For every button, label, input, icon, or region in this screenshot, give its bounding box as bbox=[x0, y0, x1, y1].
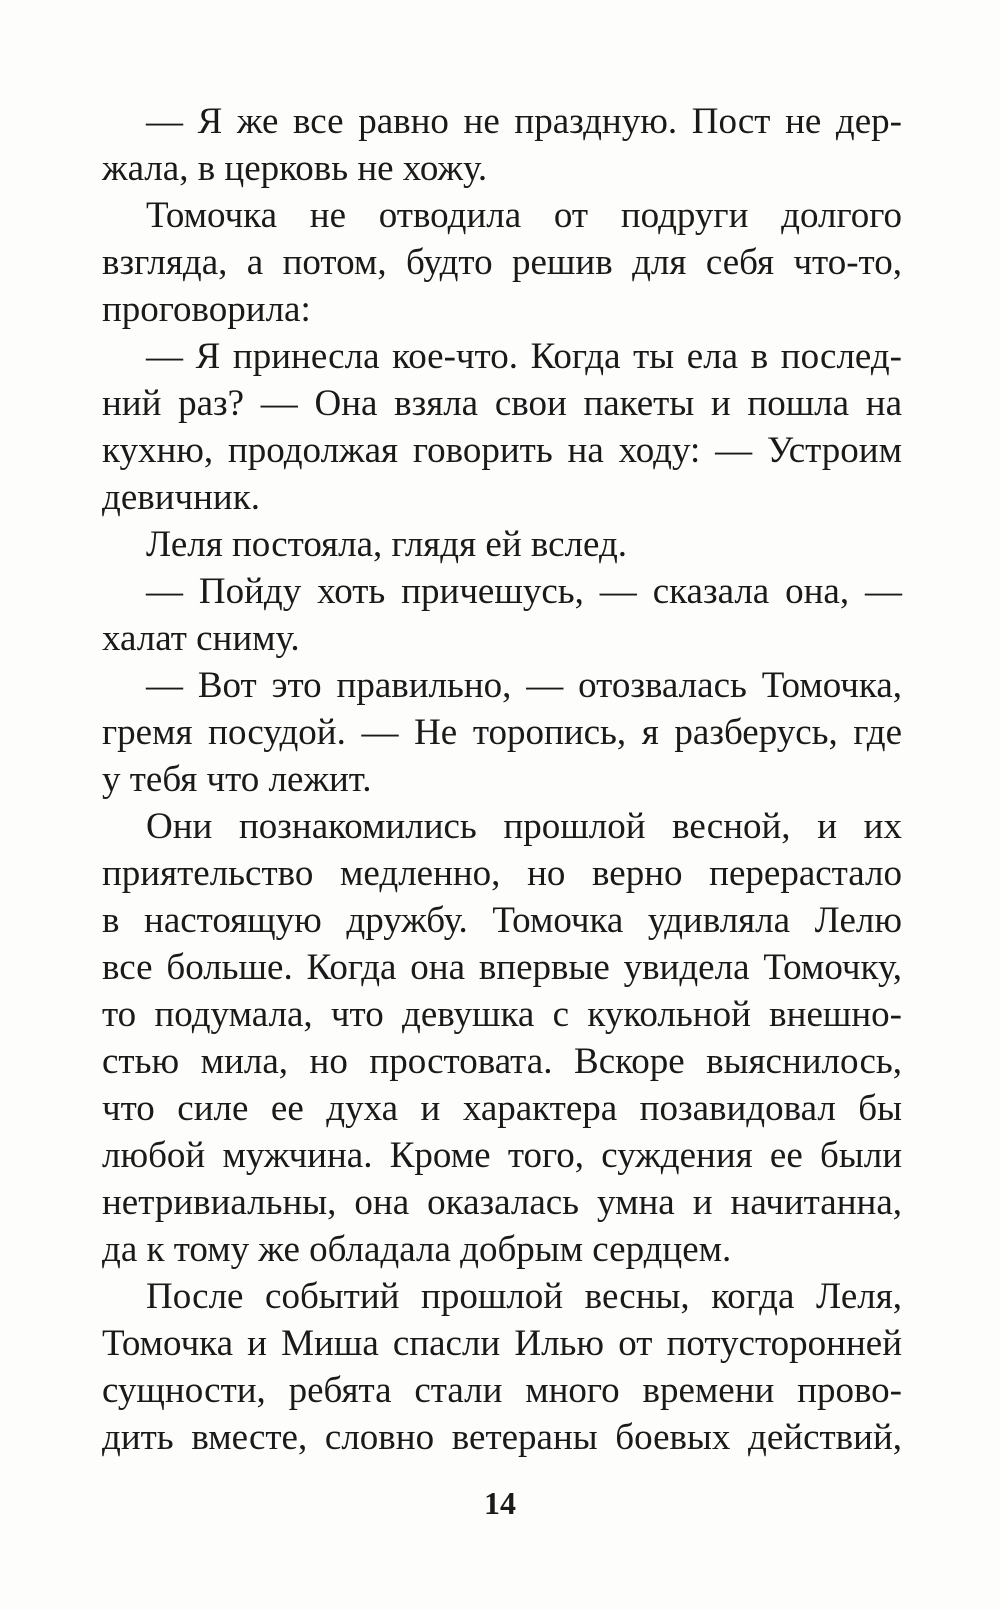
text-line: Томочка не отводила от подруги долгого bbox=[146, 195, 902, 236]
text-line: да к тому же обладала добрым сердцем. bbox=[102, 1229, 732, 1270]
text-line: у тебя что лежит. bbox=[102, 759, 372, 800]
text-line: гремя посудой. — Не торопись, я разберусь, где bbox=[102, 712, 902, 753]
text-line: нетривиальны, она оказалась умна и начитанна, bbox=[102, 1182, 902, 1223]
text-line: Леля постояла, глядя ей вслед. bbox=[146, 524, 628, 565]
text-line: сущности, ребята стали много времени прово- bbox=[102, 1370, 902, 1411]
text-line: Они познакомились прошлой весной, и их bbox=[146, 806, 902, 847]
text-line: девичник. bbox=[102, 477, 260, 518]
text-line: приятельство медленно, но верно перерастало bbox=[102, 853, 902, 894]
text-line: — Я принесла кое-что. Когда ты ела в послед- bbox=[146, 336, 902, 377]
text-line: кухню, продолжая говорить на ходу: — Устроим bbox=[102, 430, 902, 471]
text-line: то подумала, что девушка с кукольной внешно- bbox=[102, 994, 902, 1035]
text-line: дить вместе, словно ветераны боевых действий, bbox=[102, 1417, 902, 1458]
body-text bbox=[102, 98, 902, 1461]
text-line: — Я же все равно не праздную. Пост не дер- bbox=[146, 101, 902, 142]
text-line: взгляда, а потом, будто решив для себя что-то, bbox=[102, 242, 902, 283]
text-line: Томочка и Миша спасли Илью от потусторонней bbox=[102, 1323, 902, 1364]
text-line: — Пойду хоть причешусь, — сказала она, — bbox=[146, 571, 902, 612]
text-line: все больше. Когда она впервые увидела Томочку, bbox=[102, 947, 902, 988]
text-line: стью мила, но простовата. Вскоре выяснилось, bbox=[102, 1041, 902, 1082]
text-line: жала, в церковь не хожу. bbox=[102, 148, 488, 189]
text-line: любой мужчина. Кроме того, суждения ее были bbox=[102, 1135, 902, 1176]
text-line: После событий прошлой весны, когда Леля, bbox=[146, 1276, 902, 1317]
text-line: в настоящую дружбу. Томочка удивляла Лелю bbox=[102, 900, 902, 941]
text-line: — Вот это правильно, — отозвалась Томочка, bbox=[146, 665, 902, 706]
text-line: что силе ее духа и характера позавидовал бы bbox=[102, 1088, 902, 1129]
text-line: ний раз? — Она взяла свои пакеты и пошла на bbox=[102, 383, 902, 424]
text-line: проговорила: bbox=[102, 289, 311, 330]
text-line: халат сниму. bbox=[102, 618, 300, 659]
page-number: 14 bbox=[484, 1485, 516, 1521]
